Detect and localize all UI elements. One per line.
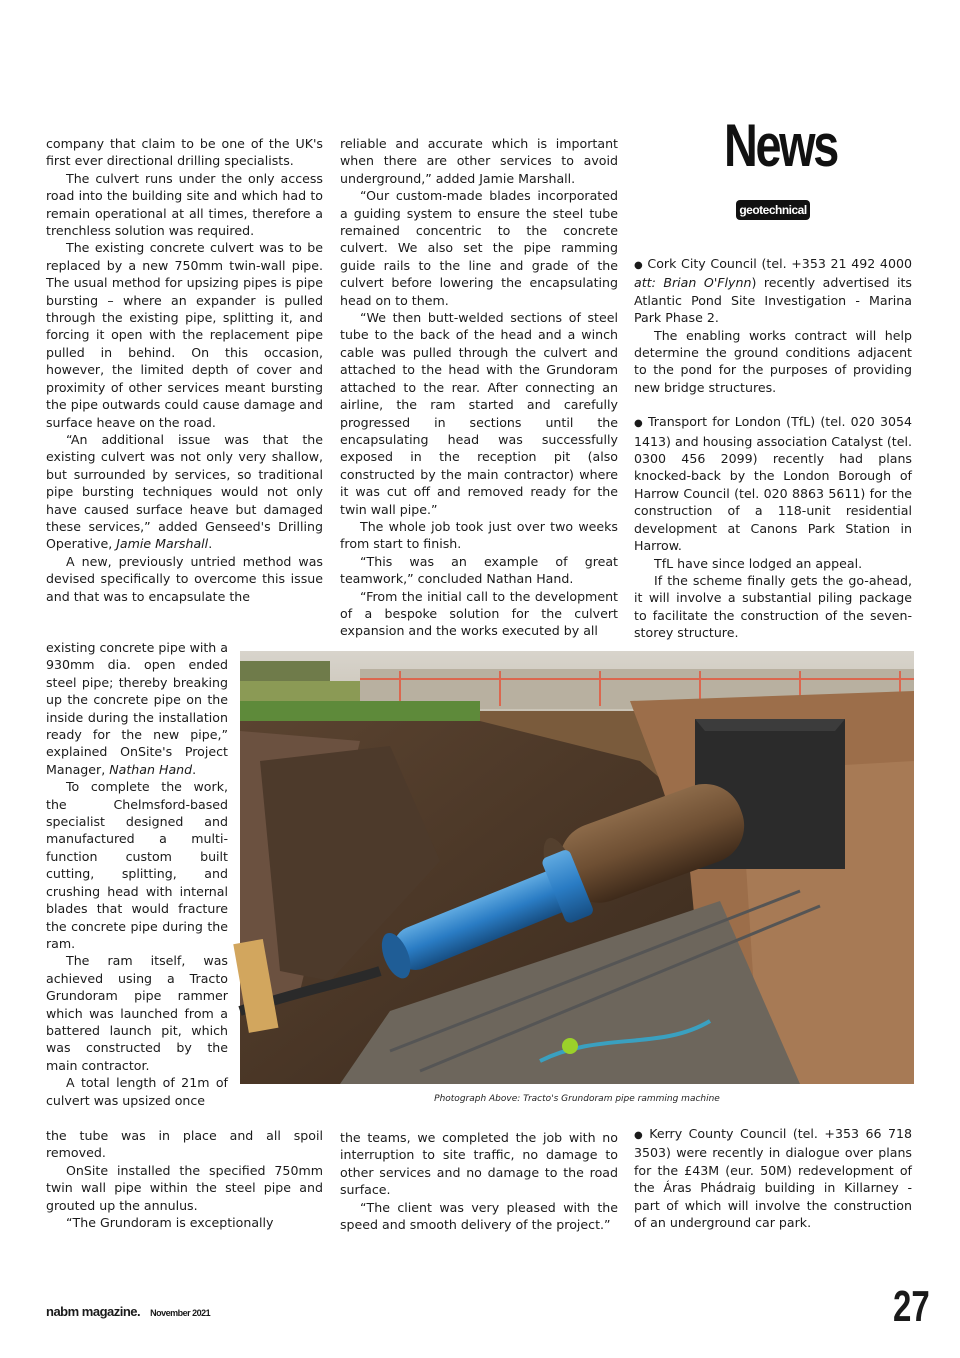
paragraph: the tube was in place and all spoil removed. [46, 1128, 323, 1161]
news-item-tfl: ● Transport for London (TfL) (tel. 020 3054 1413) and housing association Catalyst (tel. 0300 456 2099) recently had plans knocked-back by the London Borough of Harrow Council (tel. 020 8863 5611) for the construction of a 118-unit residential development at Canons Park Station in Harrow. [634, 413, 912, 554]
issue-date: November 2021 [150, 1308, 211, 1318]
paragraph: The culvert runs under the only access road into the building site and which had to remain operational at all times, therefore a trenchless solution was required. [46, 170, 323, 239]
paragraph: reliable and accurate which is important when there are other services to avoid underground,” added Jamie Marshall. [340, 136, 618, 186]
column-3 [634, 255, 912, 642]
column-1-wrap [46, 639, 228, 1109]
paragraph: If the scheme finally gets the go-ahead, it will involve a substantial piling package to facilitate the construction of the seven-storey structure. [634, 572, 912, 641]
paragraph: OnSite installed the specified 750mm twin wall pipe within the steel pipe and grouted up the annulus. [46, 1162, 323, 1213]
person-name: Nathan Hand [109, 761, 193, 777]
paragraph: “This was an example of great teamwork,” concluded Nathan Hand. [340, 553, 618, 587]
bullet-icon [634, 256, 647, 271]
pipe-ramming-illustration [240, 651, 914, 1084]
paragraph: “From the initial call to the development of a bespoke solution for the culvert expansion and the works executed by all [340, 588, 618, 639]
column-2-bottom [340, 1129, 618, 1233]
category-badge: geotechnical [736, 200, 810, 220]
paragraph: TfL have since lodged an appeal. [654, 555, 863, 571]
paragraph: “We then butt-welded sections of steel tube to the back of the head and a winch cable was pulled through the culvert and attached to the head with the Grundoram attached to the rear. After connecting an airline, the ram started and carefully progressed in sections until the encapsulating head was successfully exposed in the reception pit (also constructed by the main contractor) where it was cut off and removed ready for the twin wall pipe.” [340, 310, 618, 517]
paragraph: To complete the work, the Chelmsford-based specialist designed and manufactured a multi-function custom built cutting, splitting, and crushing head with internal blades that would fracture the concrete pipe during the ram. [46, 779, 228, 951]
person-name: Jamie Marshall [116, 536, 209, 552]
paragraph: “The Grundoram is exceptionally [66, 1215, 274, 1231]
photo-caption: Photograph Above: Tracto's Grundoram pipe ramming machine [434, 1094, 720, 1104]
column-1 [46, 135, 323, 605]
news-item-cork: ● Cork City Council (tel. +353 21 492 4000 att: Brian O'Flynn) recently advertised its Atlantic Pond Site Investigation - Marina Park Phase 2. [634, 255, 912, 327]
news-item-kerry: ● Kerry County Council (tel. +353 66 718 3503) were recently in dialogue over plans for the £43M (eur. 50M) redevelopment of the Áras Phádraig building in Killarney - part of which will involve the construction of an underground car park. [634, 1125, 912, 1231]
bullet-icon [634, 1126, 649, 1141]
section-title: News [724, 112, 837, 179]
paragraph: company that claim to be one of the UK's first ever directional drilling specialists. [46, 136, 323, 169]
site-photograph [240, 651, 914, 1084]
paragraph: existing concrete pipe with a 930mm dia. open ended steel pipe; thereby breaking up the concrete pipe on the inside during the installation ready for the new pipe,” explained OnSite's Project Manager, Nathan Hand. [46, 640, 229, 777]
paragraph: The ram itself, was achieved using a Tracto Grundoram pipe rammer which was launched from a battered launch pit, which was constructed by the main contractor. [46, 953, 228, 1073]
paragraph: “An additional issue was that the existing culvert was not only very shallow, but surrounded by services, so traditional pipe bursting techniques would not only have caused surface heave but damaged these services,” added Genseed's Drilling Operative, Jamie Marshall. [46, 431, 323, 552]
column-2 [340, 135, 618, 640]
bullet-icon [634, 414, 648, 429]
paragraph: The existing concrete culvert was to be replaced by a new 750mm twin-wall pipe. The usual method for upsizing pipes is pipe bursting – where an expander is pulled through the existing pipe, splitting it, and forcing it open with the replacement pipe pulled in behind. On this occasion, however, the limited depth of cover and proximity of other services meant bursting the pipe outwards could cause damage and surface heave on the road. [46, 240, 323, 430]
paragraph: A total length of 21m of culvert was upsized once [46, 1075, 228, 1108]
paragraph: The whole job took just over two weeks from start to finish. [340, 518, 618, 552]
paragraph: “Our custom-made blades incorporated a guiding system to ensure the steel tube remained concentric to the concrete culvert. We also set the pipe ramming guide rails to the line and grade of the culvert before lowering the encapsulating head on to them. [340, 188, 618, 308]
paragraph: A new, previously untried method was devised specifically to overcome this issue and that was to encapsulate the [46, 553, 323, 604]
column-3-bottom [634, 1125, 912, 1231]
magazine-name: nabm magazine. [46, 1304, 141, 1319]
column-1-bottom [46, 1127, 323, 1231]
page-number: 27 [893, 1282, 930, 1331]
paragraph: The enabling works contract will help determine the ground conditions adjacent to the pond for the purposes of providing new bridge structures. [634, 327, 912, 395]
paragraph: the teams, we completed the job with no interruption to site traffic, no damage to other services and no damage to the road surface. [340, 1130, 618, 1198]
footer [46, 1304, 210, 1319]
paragraph: “The client was very pleased with the speed and smooth delivery of the project.” [340, 1199, 618, 1233]
